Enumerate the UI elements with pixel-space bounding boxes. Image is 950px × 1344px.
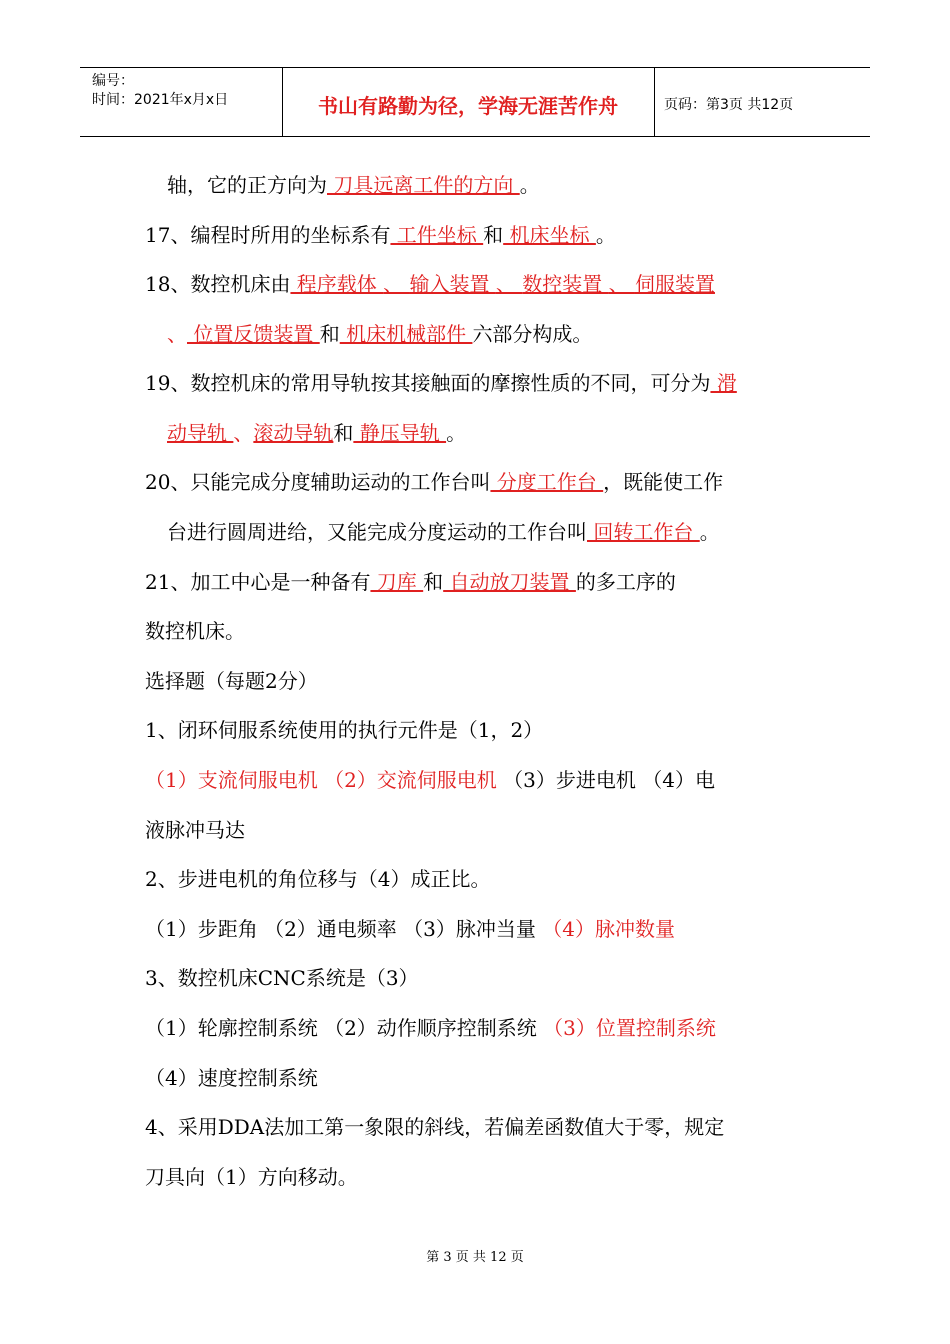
question: 2、步进电机的角位移与（4）成正比。 xyxy=(145,867,491,891)
question: 4、采用DDA法加工第一象限的斜线，若偏差函数值大于零，规定 xyxy=(145,1115,725,1139)
text-line: 、 位置反馈装置 和 机床机械部件 六部分构成。 xyxy=(167,322,593,346)
answer-blank: 静压导轨 xyxy=(353,421,447,445)
page-header xyxy=(80,67,870,137)
answer-blank: 伺服装置 xyxy=(634,272,715,296)
answer-blank: 自动放刀装置 xyxy=(443,570,576,594)
answer-blank: 程序载体 xyxy=(290,272,384,296)
answer-blank: 滑 xyxy=(710,371,737,395)
question: 3、数控机床CNC系统是（3） xyxy=(145,966,419,990)
header-info xyxy=(92,72,228,110)
answer-blank: 机床坐标 xyxy=(503,223,596,247)
text-line: 动导轨 、滚动导轨和 静压导轨 。 xyxy=(167,421,467,445)
options-line: （4）速度控制系统 xyxy=(145,1066,318,1090)
options-line: （1）轮廓控制系统 （2）动作顺序控制系统 （3）位置控制系统 xyxy=(145,1016,716,1040)
options-line: 液脉冲马达 xyxy=(145,818,245,842)
time-label: 时间：2021年x月x日 xyxy=(92,92,229,108)
text-line: 17、编程时所用的坐标系有 工件坐标 和 机床坐标 。 xyxy=(145,223,616,247)
text-line: 19、数控机床的常用导轨按其接触面的摩擦性质的不同，可分为 滑 xyxy=(145,371,737,395)
section-heading: 选择题（每题2分） xyxy=(145,669,318,693)
answer-blank: 动导轨 xyxy=(167,421,234,445)
answer-blank: 工件坐标 xyxy=(390,223,484,247)
page-number-label: 页码：第3页 共12页 xyxy=(664,97,794,113)
answer-blank: 回转工作台 xyxy=(587,520,700,544)
text-line: 数控机床。 xyxy=(145,619,245,643)
answer-blank: 滚动导轨 xyxy=(253,421,334,445)
answer-blank: 位置反馈装置 xyxy=(187,322,320,346)
question: 刀具向（1）方向移动。 xyxy=(145,1165,358,1189)
text-line: 18、数控机床由 程序载体 、 输入装置 、 数控装置 、 伺服装置 xyxy=(145,272,715,296)
answer-blank: 输入装置 xyxy=(409,272,496,296)
question: 1、闭环伺服系统使用的执行元件是（1，2） xyxy=(145,718,544,742)
answer-blank: 刀具远离工件的方向 xyxy=(327,173,520,197)
page-footer: 第 3 页 共 12 页 xyxy=(426,1250,524,1265)
answer-blank: 刀库 xyxy=(370,570,424,594)
text-line: 20、只能完成分度辅助运动的工作台叫 分度工作台 ，既能使工作 xyxy=(145,470,724,494)
answer-blank: 机床机械部件 xyxy=(339,322,473,346)
text-line: 台进行圆周进给，又能完成分度运动的工作台叫 回转工作台 。 xyxy=(167,520,720,544)
correct-option: （3）位置控制系统 xyxy=(543,1016,716,1040)
text-line: 21、加工中心是一种备有 刀库 和 自动放刀装置 的多工序的 xyxy=(145,570,676,594)
text-line: 轴，它的正方向为 刀具远离工件的方向 。 xyxy=(167,173,540,197)
answer-blank: 数控装置 xyxy=(522,272,609,296)
answer-blank: 分度工作台 xyxy=(490,470,604,494)
options-line: （1）步距角 （2）通电频率 （3）脉冲当量 （4）脉冲数量 xyxy=(145,917,675,941)
number-label: 编号： xyxy=(92,73,134,89)
header-motto: 书山有路勤为径，学海无涯苦作舟 xyxy=(318,94,618,118)
options-line: （1）支流伺服电机 （2）交流伺服电机 （3）步进电机 （4）电 xyxy=(145,768,715,792)
header-divider xyxy=(654,68,655,136)
correct-option: （4）脉冲数量 xyxy=(542,917,675,941)
correct-option: （1）支流伺服电机 （2）交流伺服电机 xyxy=(145,768,497,792)
